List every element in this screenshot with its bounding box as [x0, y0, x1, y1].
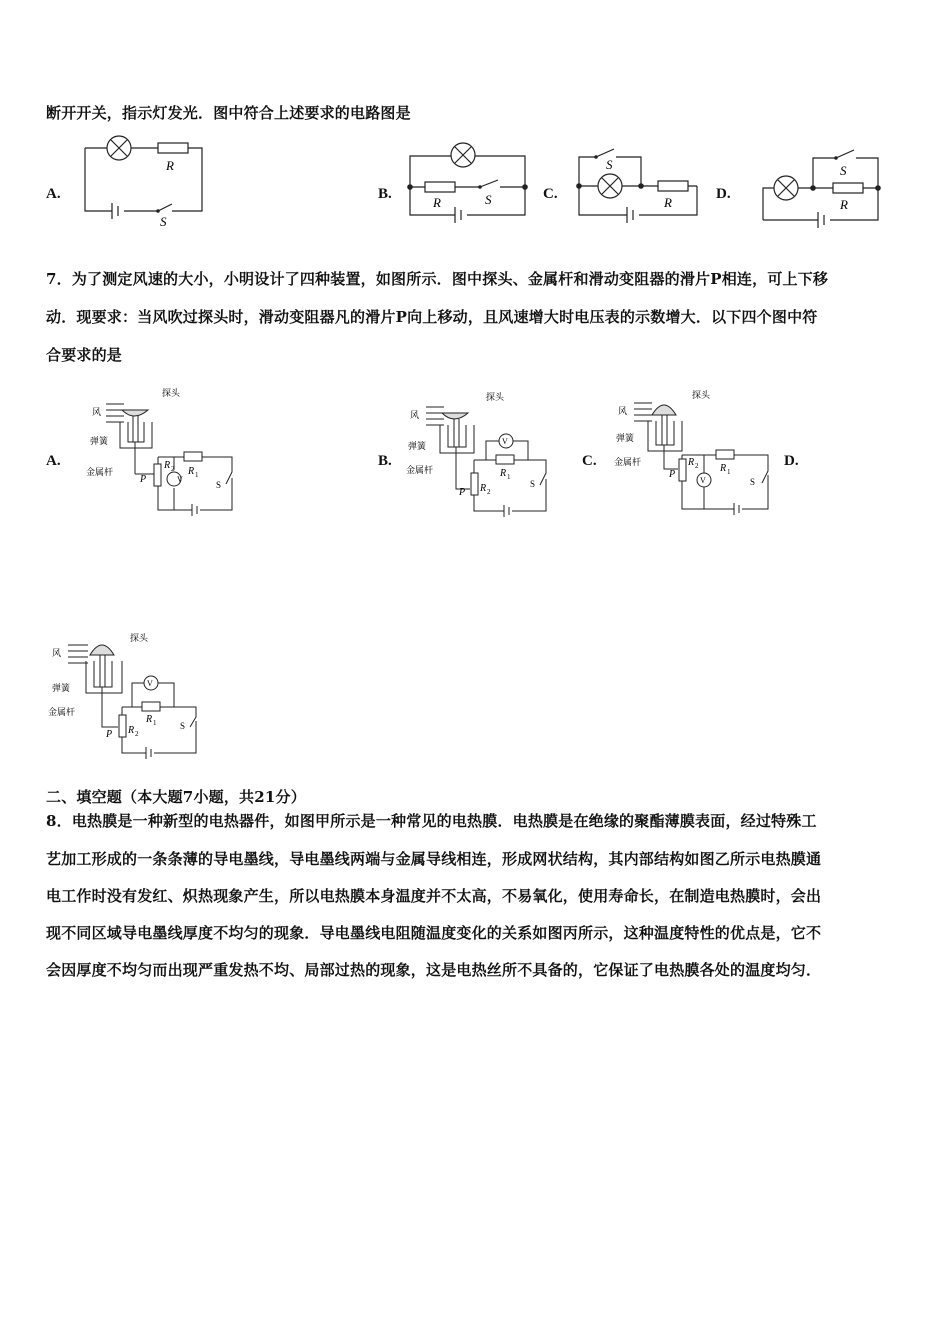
q6-circuit-b: [405, 140, 530, 230]
q7c-r1-sub: 1: [727, 468, 731, 476]
q6d-r-label: R: [840, 197, 848, 212]
q7a-r1-sub: 1: [195, 471, 199, 479]
q7a-spring: 弹簧: [90, 437, 109, 447]
q7d-spring: 弹簧: [52, 684, 71, 694]
q8-line-5: 会因厚度不均匀而出现严重发热不均、局部过热的现象，这是电热丝所不具备的，它保证了电热膜各处的温度均匀．: [46, 961, 822, 979]
q7d-wind: 风: [52, 649, 62, 659]
q7a-p: P: [140, 474, 147, 485]
q7a-r2-sub: 2: [171, 465, 175, 473]
q7a-voltmeter: V: [177, 475, 183, 484]
q7-option-b-label: B.: [378, 453, 392, 469]
q6d-s-label: S: [840, 163, 847, 178]
q7c-r2-sub: 2: [695, 462, 699, 470]
q7d-r1-sub: 1: [153, 719, 157, 727]
q7a-s: S: [216, 480, 222, 490]
q7d-probe: 探头: [130, 634, 149, 644]
q7b-r1: R: [500, 468, 507, 479]
q6a-s-label: S: [160, 214, 167, 229]
q7b-r1-sub: 1: [507, 473, 511, 481]
q7c-voltmeter: V: [700, 476, 706, 485]
q6b-r-label: R: [433, 195, 441, 210]
q6-circuit-d: [758, 145, 883, 235]
q7b-s: S: [530, 479, 536, 489]
q7-figure-b: [404, 387, 564, 527]
q7d-r2: R: [128, 725, 135, 736]
q7c-r1: R: [720, 463, 727, 474]
q7c-p: P: [669, 469, 676, 480]
q7d-s: S: [180, 721, 186, 731]
q7b-spring: 弹簧: [408, 442, 427, 452]
q8-line-3: 电工作时没有发红、炽热现象产生，所以电热膜本身温度并不太高，不易氧化，使用寿命长，在制造电热膜时，会出: [46, 887, 822, 905]
q7d-r1: R: [146, 714, 153, 725]
q7b-wind: 风: [410, 411, 420, 421]
q7-stem-line-2: 动．现要求：当风吹过探头时，滑动变阻器凡的滑片P向上移动，且风速增大时电压表的示数增大．以下四个图中符: [46, 308, 818, 326]
q6c-s-label: S: [606, 157, 613, 172]
q7c-r2: R: [688, 457, 695, 468]
q6-stem-tail: 断开开关，指示灯发光．图中符合上述要求的电路图是: [46, 104, 411, 122]
q8-line-1: 8．电热膜是一种新型的电热器件，如图甲所示是一种常见的电热膜．电热膜是在绝缘的聚酯薄膜表面，经过特殊工: [46, 812, 817, 830]
q6a-r-label: R: [166, 158, 174, 173]
q6c-r-label: R: [664, 195, 672, 210]
q7b-voltmeter: V: [502, 437, 508, 446]
q7-option-d-label: D.: [784, 453, 799, 469]
q7d-p: P: [106, 729, 113, 740]
q7-figure-c: [612, 385, 772, 525]
q7a-probe: 探头: [162, 389, 181, 399]
q7c-probe: 探头: [692, 391, 711, 401]
q7d-voltmeter: V: [147, 679, 153, 688]
q7c-wind: 风: [618, 407, 628, 417]
q7b-r2: R: [480, 483, 487, 494]
q7-stem-line-3: 合要求的是: [46, 346, 123, 364]
q7a-r2: R: [164, 460, 171, 471]
q6-option-b-label: B.: [378, 186, 392, 202]
q7a-r1: R: [188, 466, 195, 477]
q7a-wind: 风: [92, 408, 102, 418]
q7b-probe: 探头: [486, 393, 505, 403]
q7-figure-a: [84, 382, 244, 522]
q7c-spring: 弹簧: [616, 434, 635, 444]
q6-option-a-label: A.: [46, 186, 61, 202]
q6-option-d-label: D.: [716, 186, 731, 202]
q6-circuit-a: [80, 135, 210, 230]
q7a-rod: 金属杆: [86, 468, 114, 478]
q7-option-c-label: C.: [582, 453, 597, 469]
q7b-rod: 金属杆: [406, 466, 434, 476]
q7c-s: S: [750, 477, 756, 487]
q7d-rod: 金属杆: [48, 708, 76, 718]
q8-line-4: 现不同区域导电墨线厚度不均匀的现象．导电墨线电阻随温度变化的关系如图丙所示，这种温度特性的优点是，它不: [46, 924, 822, 942]
q6-circuit-c: [572, 145, 702, 230]
q7-figure-d: [46, 625, 216, 765]
q6-option-c-label: C.: [543, 186, 558, 202]
q6b-s-label: S: [485, 192, 492, 207]
q8-line-2: 艺加工形成的一条条薄的导电墨线，导电墨线两端与金属导线相连，形成网状结构，其内部结构如图乙所示电热膜通: [46, 850, 822, 868]
q7-option-a-label: A.: [46, 453, 61, 469]
q7b-r2-sub: 2: [487, 488, 491, 496]
q7b-p: P: [459, 487, 466, 498]
section-heading: 二、填空题（本大题7小题，共21分）: [46, 788, 306, 806]
q7c-rod: 金属杆: [614, 458, 642, 468]
q7-stem-line-1: 7．为了测定风速的大小，小明设计了四种装置，如图所示．图中探头、金属杆和滑动变阻器的滑片P相连，可上下移: [46, 270, 829, 288]
q7d-r2-sub: 2: [135, 730, 139, 738]
